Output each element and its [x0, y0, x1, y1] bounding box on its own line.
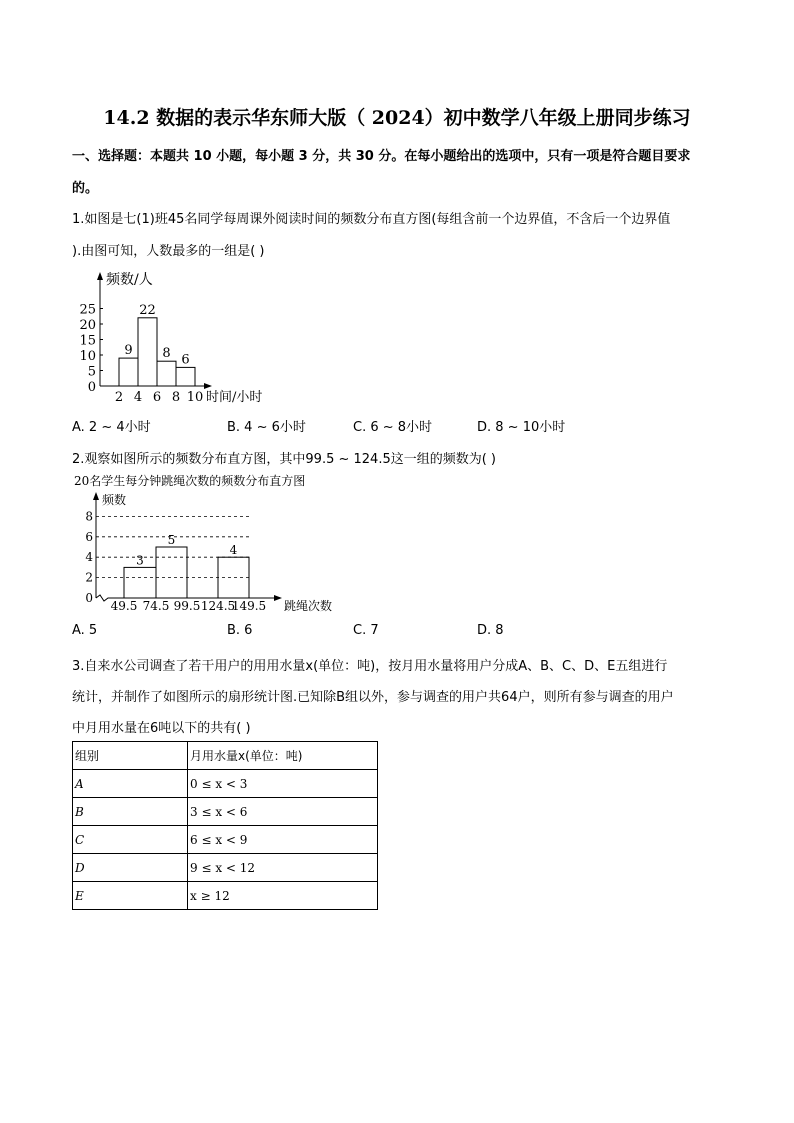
- table-row: [73, 826, 378, 854]
- x-tick-label: 6: [152, 390, 162, 405]
- table-cell-group: A: [73, 770, 188, 798]
- y-axis-arrow: [97, 272, 103, 280]
- q2-option-b[interactable]: B. 6: [227, 623, 253, 638]
- chart-title: 20名学生每分钟跳绳次数的频数分布直方图: [74, 474, 306, 488]
- bar: [119, 358, 138, 386]
- bar: [157, 361, 176, 386]
- bar-value-label: 8: [162, 346, 171, 362]
- y-tick-label: 6: [85, 529, 93, 544]
- table-cell-group: E: [73, 882, 188, 910]
- q2-text: 2.观察如图所示的频数分布直方图，其中99.5 ~ 124.5这一组的频数为( ): [72, 452, 496, 467]
- table-row: [73, 770, 378, 798]
- bar: [176, 367, 195, 386]
- section-instructions-cont: 的。: [72, 181, 99, 196]
- q1-option-c[interactable]: C. 6 ~ 8小时: [353, 420, 433, 435]
- bar: [138, 318, 157, 386]
- y-axis-label: 频数/人: [106, 272, 153, 288]
- table-cell-group: B: [73, 798, 188, 826]
- y-tick-label: 0: [85, 591, 93, 605]
- q1-text-cont: ).由图可知，人数最多的一组是( ): [72, 244, 265, 259]
- q3-group-table: [72, 741, 378, 910]
- table-header-row: [73, 742, 378, 770]
- table-cell-range: 6 ≤ x < 9: [188, 826, 378, 854]
- table-cell-range: 3 ≤ x < 6: [188, 798, 378, 826]
- bar-value-label: 3: [136, 553, 144, 568]
- y-tick-label: 0: [87, 380, 96, 395]
- bar-value-label: 4: [229, 543, 238, 558]
- table-cell-group: C: [73, 826, 188, 854]
- q1-option-a[interactable]: A. 2 ~ 4小时: [72, 420, 151, 435]
- q2-option-c[interactable]: C. 7: [353, 623, 379, 638]
- q3-text: 3.自来水公司调查了若干用户的用用水量x(单位：吨)，按月用水量将用户分成A、B、C、D、E五组进行: [72, 659, 668, 674]
- table-cell-range: 0 ≤ x < 3: [188, 770, 378, 798]
- x-tick-label: 149.5: [231, 599, 267, 613]
- bar-value-label: 22: [139, 302, 156, 318]
- table-cell-group: D: [73, 854, 188, 882]
- q1-text: 1.如图是七(1)班45名同学每周课外阅读时间的频数分布直方图(每组含前一个边界值，不含后一个边界值: [72, 212, 671, 227]
- table-cell-range: x ≥ 12: [188, 882, 378, 910]
- table-cell-range: 9 ≤ x < 12: [188, 854, 378, 882]
- bar-value-label: 6: [181, 352, 190, 368]
- table-header-usage: 月用水量x(单位：吨): [188, 742, 378, 770]
- x-tick-label: 99.5: [173, 599, 201, 613]
- y-tick-label: 20: [79, 318, 96, 333]
- y-tick-label: 8: [85, 509, 93, 524]
- x-tick-label: 74.5: [142, 599, 170, 613]
- y-tick-label: 25: [79, 302, 96, 318]
- x-axis-arrow: [204, 383, 212, 389]
- y-axis-arrow: [93, 492, 99, 500]
- q1-histogram: [68, 264, 288, 410]
- y-tick-label: 15: [79, 333, 96, 349]
- bar-value-label: 9: [124, 343, 133, 359]
- x-axis-arrow: [274, 595, 282, 601]
- x-tick-label: 2: [114, 390, 124, 405]
- table-row: [73, 854, 378, 882]
- table-row: [73, 882, 378, 910]
- section-instructions: 一、选择题：本题共 10 小题，每小题 3 分，共 30 分。在每小题给出的选项中，只有一项是符合题目要求: [72, 149, 691, 164]
- q1-option-d[interactable]: D. 8 ~ 10小时: [477, 420, 566, 435]
- y-tick-label: 5: [87, 364, 96, 380]
- q3-text-cont2: 中月用水量在6吨以下的共有( ): [72, 721, 251, 736]
- q2-option-a[interactable]: A. 5: [72, 623, 98, 638]
- y-tick-label: 2: [85, 570, 93, 585]
- q3-text-cont1: 统计，并制作了如图所示的扇形统计图.已知除B组以外，参与调查的用户共64户，则所有参与调查的用户: [72, 690, 674, 705]
- table-row: [73, 798, 378, 826]
- bar: [124, 567, 156, 598]
- x-tick-label: 124.5: [200, 599, 236, 613]
- x-tick-label: 49.5: [110, 599, 138, 613]
- x-tick-label: 4: [133, 390, 143, 405]
- bar-value-label: 5: [167, 533, 176, 547]
- x-tick-label: 10: [186, 390, 204, 405]
- bar: [156, 547, 187, 598]
- y-tick-label: 10: [79, 349, 96, 364]
- x-tick-label: 8: [171, 390, 181, 405]
- x-axis-label: 跳绳次数: [284, 599, 333, 613]
- page-title: 14.2 数据的表示华东师大版（ 2024）初中数学八年级上册同步练习: [103, 107, 691, 129]
- x-axis-label: 时间/小时: [206, 390, 263, 405]
- y-tick-label: 4: [85, 550, 93, 565]
- q2-histogram: [68, 470, 338, 616]
- q1-option-b[interactable]: B. 4 ~ 6小时: [227, 420, 306, 435]
- y-axis-label: 频数: [102, 493, 127, 507]
- q2-option-d[interactable]: D. 8: [477, 623, 504, 638]
- table-header-group: 组别: [73, 742, 188, 770]
